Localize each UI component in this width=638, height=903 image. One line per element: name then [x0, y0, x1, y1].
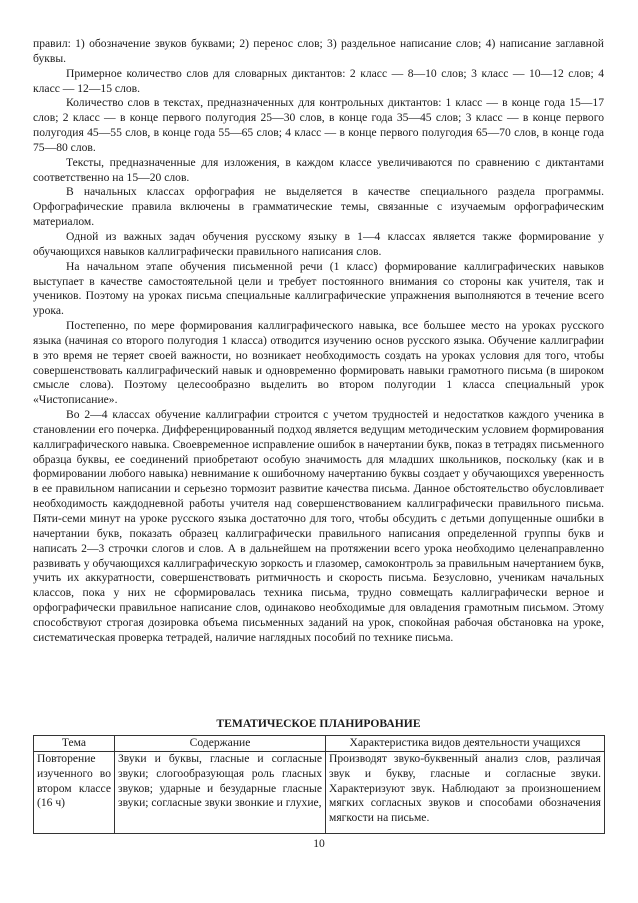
- paragraph: Тексты, предназначенные для изложения, в каждом классе увеличиваются по сравнению с диктантами соответственно на 15—20 слов.: [33, 155, 604, 184]
- column-header-content: Содержание: [115, 736, 326, 752]
- paragraph: В начальных классах орфография не выделяется в качестве специального раздела программы. Орфографические правила включены в грамматические темы, связанные с изучаемым орфографическим материалом.: [33, 185, 604, 229]
- cell-text: Производят звуко-буквенный анализ слов, различая звук и букву, гласные и согласные звуки. Характеризуют звук. Наблюдают за произношением мягких согласных звуков и способами обозначения мягкости на письме.: [329, 751, 601, 825]
- paragraph: Постепенно, по мере формирования каллиграфического навыка, все большее место на уроках русского языка (начиная со второго полугодия 1 класса) отводится изучению основ русского языка. Обучение каллиграфии в это время не теряет своей важности, но возникает необходимость создать на уроках условия для того, чтобы совершенствовать каллиграфический навык и одновременно формировать навыки грамотного письма (в широком смысле слова). Поэтому целесообразно выделить во втором полугодии 1 класса специальный урок «Чистописание».: [33, 319, 604, 407]
- paragraph: правил: 1) обозначение звуков буквами; 2) перенос слов; 3) раздельное написание слов; 4) написание заглавной буквы.: [33, 37, 604, 65]
- paragraph: Во 2—4 классах обучение каллиграфии строится с учетом трудностей и недостатков каждого ученика в становлении его почерка. Дифференцированный подход является ведущим методическим условием формирования каллиграфического навыка. Своевременное исправление ошибок в начертании букв, показ в тетрадях письменного образца буквы, ее соединений приобретают особую значимость для младших школьников, поскольку (как и в формировании любого навыка) невнимание к ошибочному начертанию буквы создает у обучающихся уверенность в ее правильном написании и серьезно тормозит развитие качества письма. Данное обстоятельство обусловливает необходимость каждодневной работы учителя над совершенствованием каллиграфически правильного письма. Пяти-семи минут на уроке русского языка достаточно для того, чтобы обсудить с детьми допущенные ошибки в начертании букв, показать образец каллиграфически правильного написания определенной группы букв и написать 2—3 строчки слогов и слов. А в дальнейшем на протяжении всего урока необходимо целенаправленно развивать у обучающихся каллиграфическую зоркость и глазомер, самоконтроль за правильным начертанием букв, учить их аккуратности, совершенствовать ритмичность и скорость письма. Безусловно, ученикам начальных классов, пока у них не сформировалась техника письма, трудно совмещать каллиграфически верное и орфографически правильное написание слов, одинаково необходимые для овладения грамотным письмом. Этому способствуют строгая дозировка объема письменных заданий на урок, спокойная рабочая обстановка на уроке, систематическая проверка тетрадей, наличие наглядных пособий по технике письма.: [33, 408, 604, 644]
- body-text: [33, 37, 604, 646]
- table-cell-content: [115, 751, 326, 833]
- cell-text: Звуки и буквы, гласные и согласные звуки; слогообразующая роль гласных звуков; ударные и безударные гласные звуки; согласные звуки звонкие и глухие,: [118, 751, 322, 810]
- paragraph: На начальном этапе обучения письменной речи (1 класс) формирование каллиграфических навыков выступает в качестве самостоятельной цели и требует постоянного внимания со стороны как учителя, так и учеников. Поэтому на уроках письма специальные каллиграфические упражнения выполняются в течение всего урока.: [33, 259, 604, 318]
- thematic-plan-table: [33, 735, 605, 834]
- paragraph: Количество слов в текстах, предназначенных для контрольных диктантов: 1 класс — в конце года 15—17 слов; 2 класс — в конце первого полугодия 25—30 слов, в конце года 35—45 слов; 3 класс — в конце первого полугодия 45—55 слов, в конце года 55—65 слов; 4 класс — в конце первого полугодия 65—70 слов, в конце года 75—80 слов.: [33, 96, 604, 154]
- cell-text: Повторение изученного во втором классе (16 ч): [37, 751, 111, 810]
- section-title: ТЕМАТИЧЕСКОЕ ПЛАНИРОВАНИЕ: [216, 717, 421, 730]
- column-header-activities: Характеристика видов деятельности учащихся: [326, 736, 605, 752]
- table-header-row: [34, 736, 605, 752]
- paragraph: Примерное количество слов для словарных диктантов: 2 класс — 8—10 слов; 3 класс — 10—12 слов; 4 класс — 12—15 слов.: [33, 66, 604, 95]
- paragraph: Одной из важных задач обучения русскому языку в 1—4 классах является также формирование у обучающихся навыков каллиграфически правильного написания слов.: [33, 229, 604, 258]
- table-cell-activities: [326, 751, 605, 833]
- page-number: 10: [313, 837, 325, 850]
- table-cell-topic: [34, 751, 115, 833]
- table-row: [34, 751, 605, 833]
- column-header-topic: Тема: [34, 736, 115, 752]
